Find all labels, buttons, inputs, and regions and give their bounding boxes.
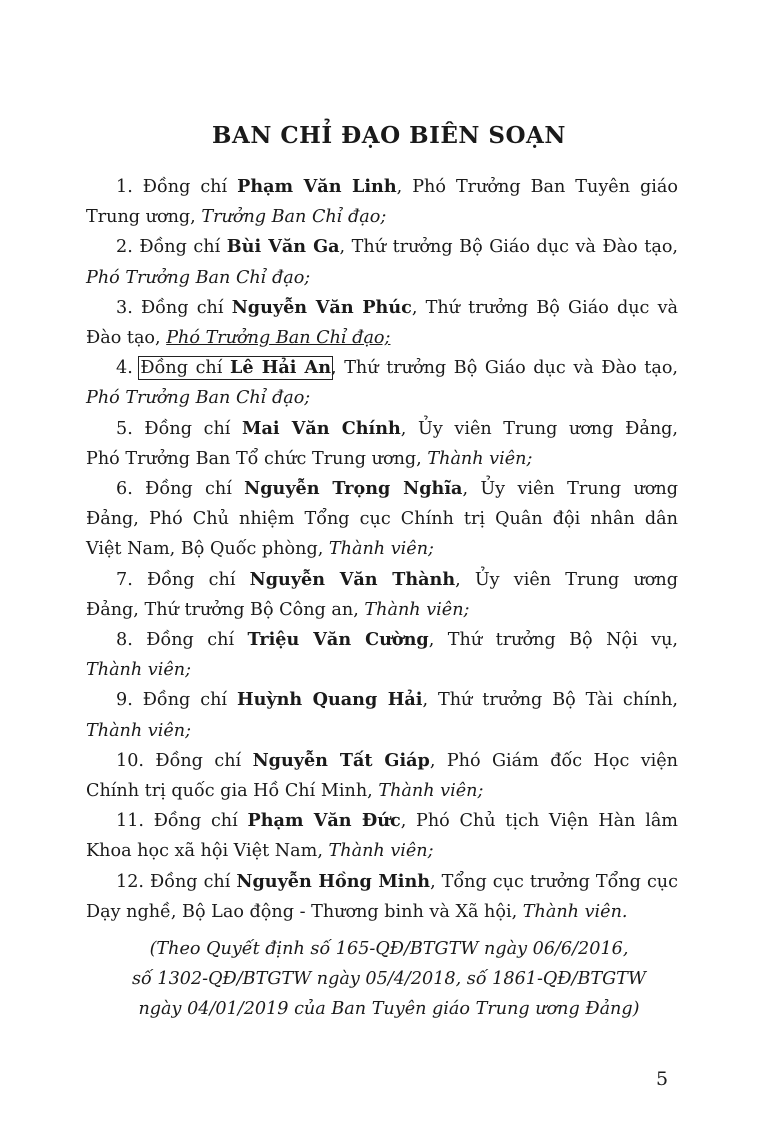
member-line bbox=[86, 474, 678, 504]
member-position: Phó Trưởng Ban Tổ chức Trung ương, bbox=[86, 448, 428, 469]
member-prefix: Đồng chí bbox=[142, 690, 237, 711]
member-prefix: Đồng chí bbox=[145, 479, 245, 500]
member-line bbox=[86, 353, 678, 383]
member-position: , Thứ trưởng Bộ Tài chính, bbox=[422, 690, 678, 711]
member-name: Nguyễn Văn Phúc bbox=[231, 296, 412, 318]
member-role: Phó Trưởng Ban Chỉ đạo; bbox=[86, 388, 311, 409]
member-position: , Ủy viên Trung ương Đảng, bbox=[400, 418, 679, 439]
member-number: 4. bbox=[116, 358, 133, 379]
member-item bbox=[86, 414, 678, 474]
member-line bbox=[86, 232, 678, 262]
member-line bbox=[86, 806, 678, 836]
member-name: Huỳnh Quang Hải bbox=[236, 689, 423, 711]
member-name: Lê Hải An bbox=[230, 357, 331, 379]
member-role: Phó Trưởng Ban Chỉ đạo; bbox=[86, 267, 311, 288]
member-line bbox=[86, 716, 678, 746]
member-item bbox=[86, 172, 678, 232]
member-line bbox=[86, 565, 678, 595]
member-role: Thành viên; bbox=[86, 660, 192, 681]
member-number: 12. bbox=[116, 871, 144, 892]
member-item bbox=[86, 565, 678, 625]
page-number: 5 bbox=[656, 1068, 669, 1090]
member-item bbox=[86, 806, 678, 866]
member-number: 5. bbox=[116, 418, 133, 439]
member-role: Thành viên; bbox=[86, 720, 192, 741]
member-line bbox=[86, 383, 678, 413]
member-item bbox=[86, 232, 678, 292]
member-item bbox=[86, 625, 678, 685]
member-name: Nguyễn Trọng Nghĩa bbox=[244, 478, 463, 500]
member-position: Trung ương, bbox=[86, 207, 202, 228]
note-line: (Theo Quyết định số 165-QĐ/BTGTW ngày 06/6/2016, bbox=[149, 939, 629, 959]
member-prefix: Đồng chí bbox=[150, 871, 237, 892]
member-line bbox=[86, 444, 678, 474]
member-item bbox=[86, 685, 678, 745]
member-position: , Thứ trưởng Bộ Nội vụ, bbox=[428, 630, 679, 651]
page-title: BAN CHỈ ĐẠO BIÊN SOẠN bbox=[212, 122, 566, 149]
member-line bbox=[86, 293, 678, 323]
member-role: Phó Trưởng Ban Chỉ đạo; bbox=[166, 328, 391, 349]
member-position: , Ủy viên Trung ương bbox=[462, 479, 678, 500]
member-name: Mai Văn Chính bbox=[242, 417, 401, 439]
member-position: , Phó Chủ tịch Viện Hàn lâm bbox=[400, 811, 678, 832]
member-line bbox=[86, 323, 678, 353]
member-number: 10. bbox=[116, 750, 144, 771]
member-name: Nguyễn Văn Thành bbox=[249, 568, 456, 590]
member-position: , Thứ trưởng Bộ Giáo dục và bbox=[411, 297, 678, 318]
member-item bbox=[86, 474, 678, 565]
member-line bbox=[86, 172, 678, 202]
member-line bbox=[86, 746, 678, 776]
member-number: 2. bbox=[116, 237, 133, 258]
member-prefix: Đồng chí bbox=[155, 750, 253, 771]
member-position: , Ủy viên Trung ương bbox=[455, 569, 678, 590]
member-prefix: Đồng chí bbox=[144, 418, 243, 439]
member-number: 3. bbox=[116, 297, 133, 318]
member-line bbox=[86, 685, 678, 715]
note-line: số 1302-QĐ/BTGTW ngày 05/4/2018, số 1861-QĐ/BTGTW bbox=[132, 969, 646, 989]
member-prefix: Đồng chí bbox=[142, 177, 238, 197]
member-position: Chính trị quốc gia Hồ Chí Minh, bbox=[86, 781, 379, 802]
member-prefix: Đồng chí bbox=[146, 569, 250, 590]
member-position: , Phó Giám đốc Học viện bbox=[429, 750, 679, 771]
member-line bbox=[86, 836, 678, 866]
member-number: 6. bbox=[116, 479, 133, 500]
member-line bbox=[86, 867, 678, 897]
member-role: Thành viên; bbox=[328, 539, 434, 560]
member-role: Thành viên; bbox=[364, 599, 470, 620]
member-position: Đảng, Phó Chủ nhiệm Tổng cục Chính trị Quân đội nhân dân bbox=[86, 509, 678, 530]
note-line: ngày 04/01/2019 của Ban Tuyên giáo Trung ương Đảng) bbox=[138, 999, 640, 1019]
member-line bbox=[86, 202, 678, 232]
member-line bbox=[86, 625, 678, 655]
member-line bbox=[86, 595, 678, 625]
member-line bbox=[86, 897, 678, 927]
decision-reference-note bbox=[0, 934, 778, 1024]
member-number: 7. bbox=[116, 569, 133, 590]
member-prefix: Đồng chí bbox=[140, 358, 230, 379]
member-name: Bùi Văn Ga bbox=[226, 236, 340, 258]
member-role: Thành viên. bbox=[522, 901, 628, 922]
member-role: Thành viên; bbox=[427, 448, 533, 469]
member-item bbox=[86, 746, 678, 806]
member-line bbox=[86, 414, 678, 444]
member-line bbox=[86, 534, 678, 564]
member-prefix: Đồng chí bbox=[140, 297, 232, 318]
member-role: Thành viên; bbox=[378, 781, 484, 802]
member-line bbox=[86, 776, 678, 806]
member-prefix: Đồng chí bbox=[153, 811, 248, 832]
member-item bbox=[86, 867, 678, 927]
member-number: 11. bbox=[116, 811, 144, 832]
member-item bbox=[86, 353, 678, 413]
highlighted-name-box bbox=[140, 358, 331, 378]
member-name: Phạm Văn Đức bbox=[247, 810, 401, 832]
member-role: Thành viên; bbox=[328, 841, 434, 862]
member-name: Phạm Văn Linh bbox=[237, 176, 397, 197]
member-position: , Tổng cục trưởng Tổng cục bbox=[430, 871, 678, 892]
member-list bbox=[86, 172, 678, 927]
member-position: Đảng, Thứ trưởng Bộ Công an, bbox=[86, 599, 365, 620]
member-number: 9. bbox=[116, 690, 133, 711]
member-number: 8. bbox=[116, 630, 133, 651]
member-line bbox=[86, 655, 678, 685]
member-name: Triệu Văn Cường bbox=[247, 629, 429, 651]
member-prefix: Đồng chí bbox=[146, 630, 248, 651]
member-name: Nguyễn Tất Giáp bbox=[252, 749, 430, 771]
member-line bbox=[86, 263, 678, 293]
member-position: Dạy nghề, Bộ Lao động - Thương binh và Xã hội, bbox=[86, 901, 523, 922]
member-position: , Thứ trưởng Bộ Giáo dục và Đào tạo, bbox=[331, 358, 679, 379]
member-number: 1. bbox=[116, 177, 133, 197]
member-position: Việt Nam, Bộ Quốc phòng, bbox=[86, 539, 329, 560]
member-line bbox=[86, 504, 678, 534]
member-prefix: Đồng chí bbox=[139, 237, 227, 258]
member-position: , Phó Trưởng Ban Tuyên giáo bbox=[396, 177, 678, 197]
member-role: Trưởng Ban Chỉ đạo; bbox=[201, 207, 387, 228]
member-name: Nguyễn Hồng Minh bbox=[236, 870, 431, 892]
member-item bbox=[86, 293, 678, 353]
member-position: Khoa học xã hội Việt Nam, bbox=[86, 841, 329, 862]
member-position: , Thứ trưởng Bộ Giáo dục và Đào tạo, bbox=[339, 237, 678, 258]
member-position: Đào tạo, bbox=[86, 328, 167, 349]
